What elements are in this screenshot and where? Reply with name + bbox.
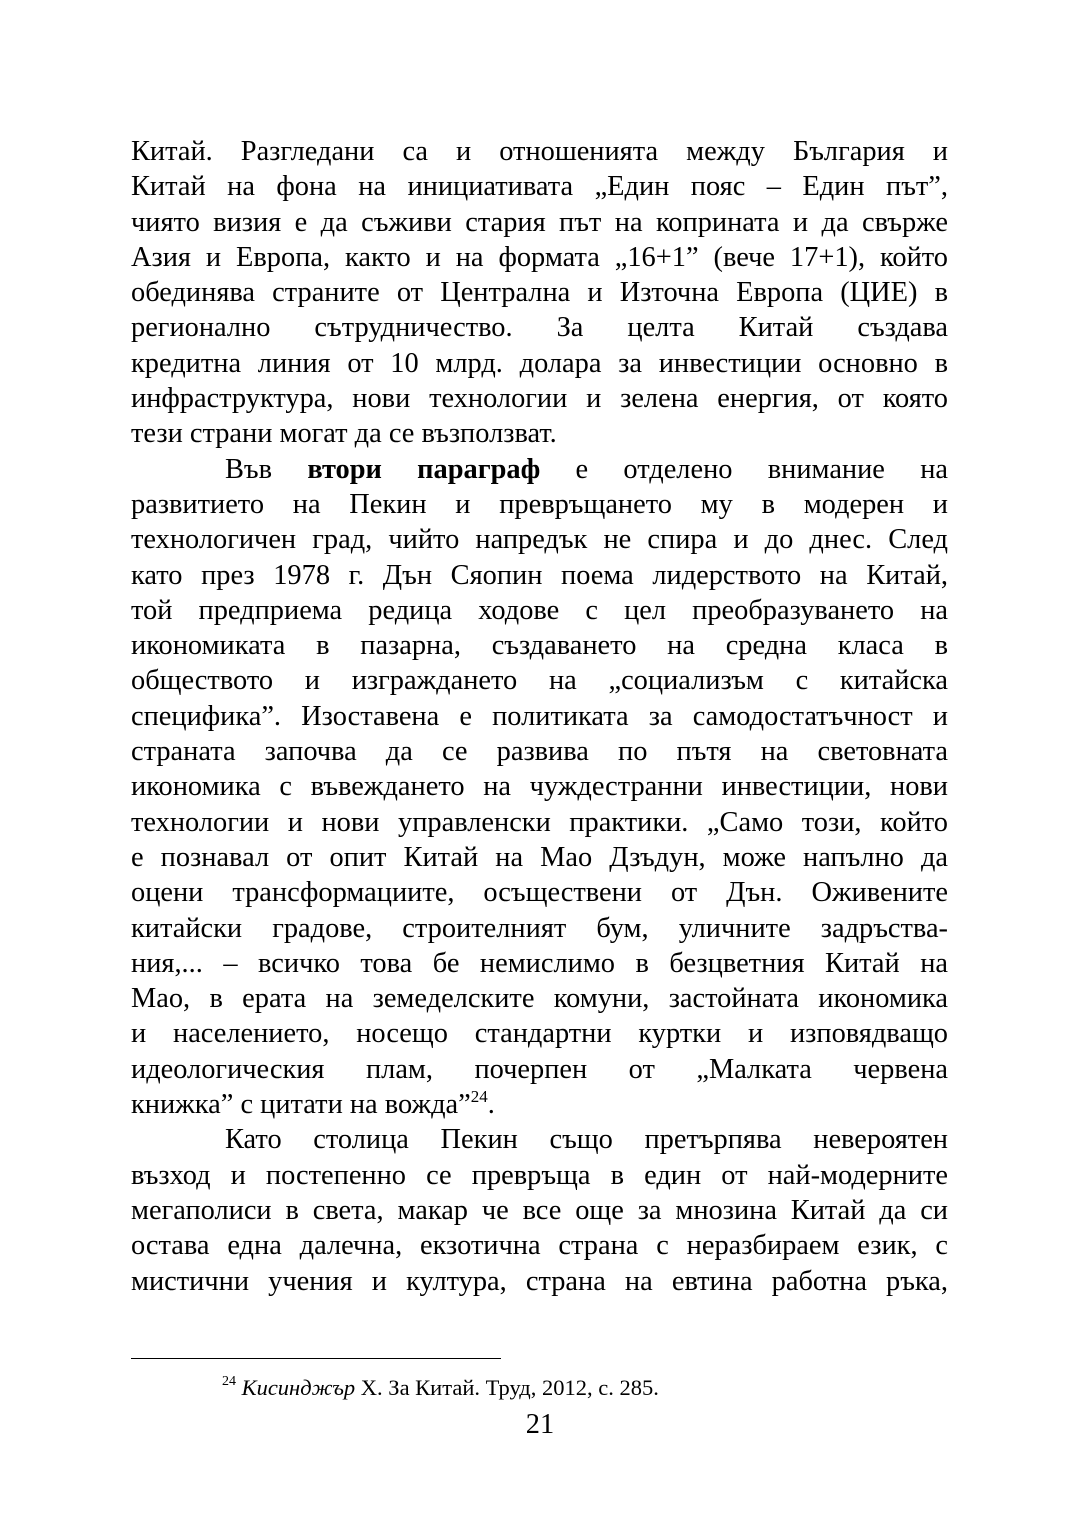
text-line: обществото и изграждането на „социализъм с китайска — [131, 665, 948, 697]
page-number: 21 — [525, 1409, 555, 1440]
text-line: икономика с въвеждането на чуждестранни инвестиции, нови — [131, 771, 948, 803]
text-line: Като столица Пекин също претърпява невероятен — [225, 1124, 948, 1156]
text-line: Мао, в ерата на земеделските комуни, застойната икономика — [131, 983, 948, 1015]
text-line: специфика”. Изоставена е политиката за самодостатъчност и — [131, 700, 948, 732]
text-line: регионално сътрудничество. За целта Китай създава — [131, 312, 948, 344]
text-line: страната започва да се развива по пътя на световната — [131, 736, 948, 768]
text-line: китайски градове, строителният бум, уличните задръства- — [131, 912, 948, 944]
text-line: чиято визия е да съживи стария път на коприната и да свърже — [131, 206, 948, 238]
text-line: Китай на фона на инициативата „Един пояс – Един път”, — [131, 171, 948, 203]
paragraph-2-first-line — [131, 452, 948, 487]
text-line: е познавал от опит Китай на Мао Дзъдун, може напълно да — [131, 841, 948, 873]
text-line: идеологическия плам, почерпен от „Малката червена — [131, 1053, 948, 1085]
para2-start: Във — [225, 453, 273, 485]
text-line: технологии и нови управленски практики. „Само този, който — [131, 806, 948, 838]
text-line: остава една далечна, екзотична страна с неразбираем език, с — [131, 1230, 948, 1262]
text-line: възход и постепенно се превръща в един от най-модерните — [131, 1159, 948, 1191]
text-line: тези страни могат да се възползват. — [131, 418, 557, 450]
text-line: Азия и Европа, както и на формата „16+1” (вече 17+1), който — [131, 241, 948, 273]
text-line: мегаполиси в света, макар че все още за мнозина Китай да си — [131, 1194, 948, 1226]
footnote-text: Х. За Китай. Труд, 2012, с. 285. — [355, 1375, 659, 1400]
quote-end-text: книжка” с цитати на вожда” — [131, 1089, 471, 1121]
footnote-number: 24 — [222, 1374, 236, 1389]
text-line: технологичен град, чийто напредък не спира и до днес. След — [131, 524, 948, 556]
footnote — [222, 1374, 659, 1402]
footnote-divider — [131, 1358, 501, 1359]
text-line: и населението, носещо стандартни куртки и изповядващо — [131, 1018, 948, 1050]
quote-end-punct: . — [487, 1089, 495, 1121]
text-line: ния,... – всичко това бе немислимо в безцветния Китай на — [131, 947, 948, 979]
quote-end-line — [131, 1087, 948, 1122]
text-line: той предприема редица ходове с цел преобразуването на — [131, 594, 948, 626]
text-line: обединява страните от Централна и Източна Европа (ЦИЕ) в — [131, 277, 948, 309]
text-line: оцени трансформациите, осъществени от Дън. Оживените — [131, 877, 948, 909]
text-line: кредитна линия от 10 млрд. долара за инвестиции основно в — [131, 347, 948, 379]
text-line: икономиката в пазарна, създаването на средна класа в — [131, 630, 948, 662]
para2-rest: е отделено внимание на — [575, 453, 948, 485]
body-text — [131, 134, 948, 1299]
text-line: инфраструктура, нови технологии и зелена енергия, от която — [131, 383, 948, 415]
text-line: Китай. Разгледани са и отношенията между България и — [131, 136, 948, 167]
text-line: като през 1978 г. Дън Сяопин поема лидерството на Китай, — [131, 559, 948, 591]
bold-term: втори параграф — [307, 453, 541, 485]
text-line: мистични учения и култура, страна на евтина работна ръка, — [131, 1265, 948, 1297]
footnote-author: Кисинджър — [241, 1375, 356, 1400]
footnote-reference[interactable]: 24 — [470, 1087, 488, 1107]
text-line: развитието на Пекин и превръщането му в модерен и — [131, 488, 948, 520]
